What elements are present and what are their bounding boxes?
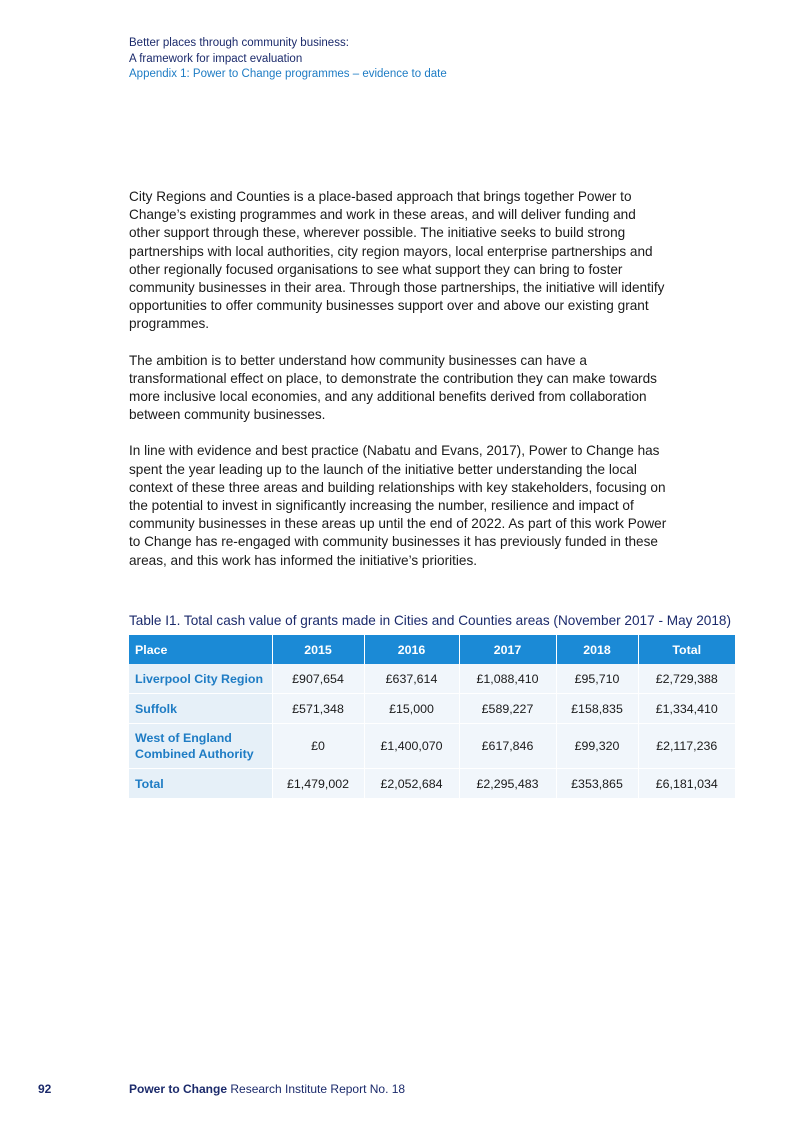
row-place-cell: Total [129, 769, 272, 799]
table-row [129, 664, 735, 694]
table-cell: £617,846 [459, 724, 556, 769]
column-header-2015: 2015 [272, 635, 364, 664]
page-number: 92 [38, 1082, 52, 1096]
grants-table [129, 635, 735, 799]
column-header-2016: 2016 [364, 635, 459, 664]
footer-org-name: Power to Change [129, 1082, 228, 1096]
column-header-place: Place [129, 635, 272, 664]
table-cell: £2,052,684 [364, 769, 459, 799]
table-cell: £589,227 [459, 694, 556, 724]
table-cell: £6,181,034 [638, 769, 735, 799]
column-header-2017: 2017 [459, 635, 556, 664]
body-text [129, 188, 669, 588]
table-cell: £1,088,410 [459, 664, 556, 694]
running-header [129, 36, 447, 83]
table-cell: £95,710 [556, 664, 638, 694]
column-header-total: Total [638, 635, 735, 664]
table-cell: £1,400,070 [364, 724, 459, 769]
table-cell: £2,295,483 [459, 769, 556, 799]
row-place-cell: Liverpool City Region [129, 664, 272, 694]
header-title-line-1: Better places through community business: [129, 37, 349, 49]
table-total-row [129, 769, 735, 799]
row-place-cell: West of England Combined Authority [129, 724, 272, 769]
table-cell: £158,835 [556, 694, 638, 724]
table-cell: £2,729,388 [638, 664, 735, 694]
column-header-2018: 2018 [556, 635, 638, 664]
paragraph-1: City Regions and Counties is a place-based approach that brings together Power to Change’s existing programmes and work in these areas, and will deliver funding and other support through these, wherever possible. The initiative seeks to build strong partnerships with local authorities, city region mayors, local enterprise partnerships and other regionally focused organisations to see what support they can bring to foster community businesses in their area. Through those partnerships, the initiative will identify opportunities to offer community businesses support over and above our existing grant programmes. [129, 189, 665, 332]
table-caption: Table I1. Total cash value of grants made in Cities and Counties areas (November 2017 - May 2018) [129, 613, 731, 628]
page-footer [38, 1082, 405, 1096]
table-cell: £1,479,002 [272, 769, 364, 799]
paragraph-3: In line with evidence and best practice (Nabatu and Evans, 2017), Power to Change has spent the year leading up to the launch of the initiative better understanding the local context of these three areas and building relationships with key stakeholders, focusing on the potential to invest in significantly increasing the number, resilience and impact of community businesses in these areas up until the end of 2022. As part of this work Power to Change has re-engaged with community businesses it has previously funded in these areas, and this work has informed the initiative’s priorities. [129, 443, 667, 568]
table-cell: £637,614 [364, 664, 459, 694]
table-cell: £2,117,236 [638, 724, 735, 769]
paragraph-2: The ambition is to better understand how community businesses can have a transformational effect on place, to demonstrate the contribution they can make towards more inclusive local economies, and any additional benefits derived from collaboration between community businesses. [129, 352, 657, 423]
table-cell: £0 [272, 724, 364, 769]
table-header-row [129, 635, 735, 664]
table-cell: £1,334,410 [638, 694, 735, 724]
table-cell: £571,348 [272, 694, 364, 724]
table-row [129, 724, 735, 769]
table-cell: £99,320 [556, 724, 638, 769]
table-cell: £353,865 [556, 769, 638, 799]
table-row [129, 694, 735, 724]
header-section-title: Appendix 1: Power to Change programmes – evidence to date [129, 68, 447, 80]
footer-report-title: Research Institute Report No. 18 [227, 1082, 406, 1096]
table-cell: £15,000 [364, 694, 459, 724]
row-place-cell: Suffolk [129, 694, 272, 724]
header-title-line-2: A framework for impact evaluation [129, 52, 303, 65]
table-cell: £907,654 [272, 664, 364, 694]
